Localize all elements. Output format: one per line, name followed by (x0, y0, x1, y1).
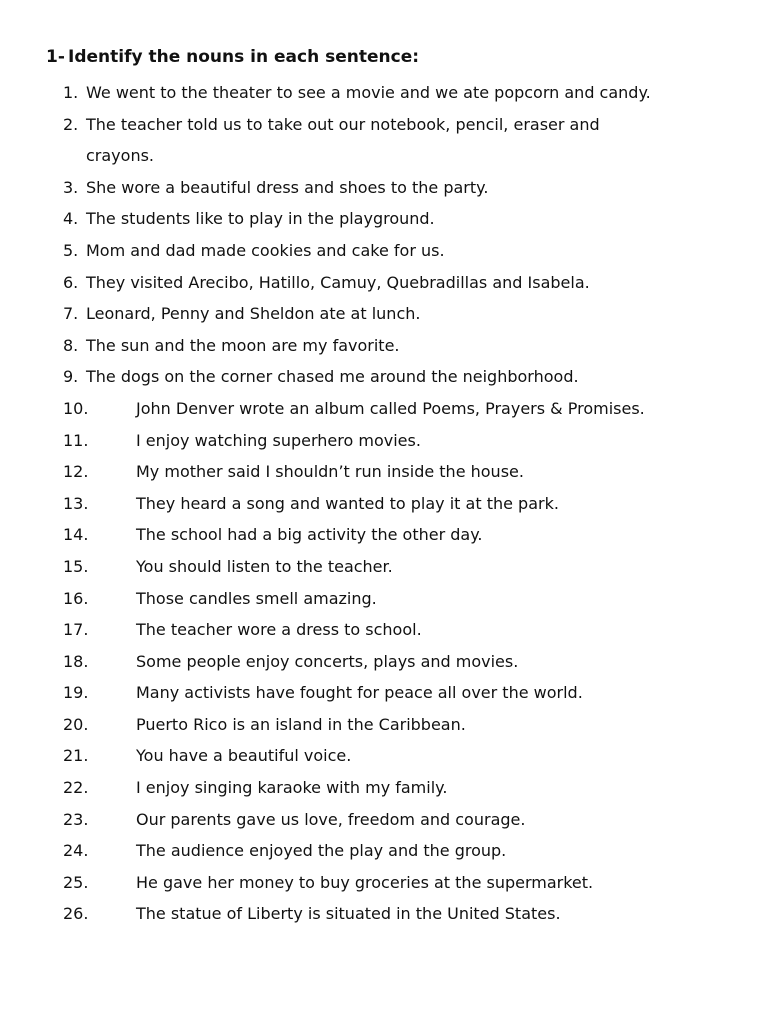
item-sentence: The statue of Liberty is situated in the United States. (136, 904, 561, 924)
list-item (0, 203, 768, 235)
item-sentence: The teacher wore a dress to school. (136, 620, 422, 640)
item-number: 4. (63, 209, 79, 229)
list-item (0, 298, 768, 330)
item-sentence: We went to the theater to see a movie and we ate popcorn and candy. (86, 83, 651, 102)
list-item (0, 425, 768, 457)
item-number: 5. (63, 240, 79, 260)
heading-text: Identify the nouns in each sentence: (68, 47, 420, 67)
item-number: 10. (63, 398, 89, 418)
item-number: 21. (63, 746, 89, 766)
item-number: 8. (63, 335, 79, 355)
item-number: 1. (63, 83, 79, 102)
list-item (0, 456, 768, 488)
item-number: 18. (63, 651, 89, 671)
item-sentence: The dogs on the corner chased me around the neighborhood. (86, 367, 579, 387)
item-number: 7. (63, 304, 79, 324)
list-item (0, 709, 768, 741)
list-item (0, 519, 768, 551)
item-sentence: I enjoy watching superhero movies. (136, 430, 421, 450)
item-number: 16. (63, 588, 89, 608)
list-item (0, 804, 768, 836)
item-sentence-continuation: crayons. (86, 146, 154, 166)
list-item (0, 361, 768, 393)
list-item (0, 867, 768, 899)
list-item (0, 330, 768, 362)
list-item (0, 393, 768, 425)
item-number: 17. (63, 620, 89, 640)
item-sentence: The students like to play in the playground. (86, 209, 435, 229)
item-sentence: They heard a song and wanted to play it at the park. (136, 493, 559, 513)
item-number: 23. (63, 809, 89, 829)
item-number: 13. (63, 493, 89, 513)
item-sentence: Leonard, Penny and Sheldon ate at lunch. (86, 304, 421, 324)
list-item (0, 172, 768, 204)
item-number: 22. (63, 778, 89, 798)
item-number: 19. (63, 683, 89, 703)
item-number: 6. (63, 272, 79, 292)
item-sentence: The audience enjoyed the play and the group. (136, 841, 507, 861)
list-item (0, 488, 768, 520)
item-number: 15. (63, 556, 89, 576)
item-sentence: Some people enjoy concerts, plays and movies. (136, 651, 519, 671)
list-item (0, 614, 768, 646)
item-sentence: She wore a beautiful dress and shoes to the party. (86, 177, 489, 197)
item-number: 11. (63, 430, 89, 450)
item-number: 14. (63, 525, 89, 545)
item-number: 24. (63, 841, 89, 861)
list-item (0, 235, 768, 267)
list-item (0, 583, 768, 615)
item-sentence: The school had a big activity the other day. (136, 525, 483, 545)
list-item (0, 551, 768, 583)
item-number: 3. (63, 177, 79, 197)
list-item (0, 109, 768, 172)
item-sentence: Puerto Rico is an island in the Caribbean. (136, 714, 466, 734)
list-item (0, 772, 768, 804)
item-sentence: Many activists have fought for peace all over the world. (136, 683, 583, 703)
item-sentence: He gave her money to buy groceries at the supermarket. (136, 872, 594, 892)
item-sentence: The sun and the moon are my favorite. (86, 335, 400, 355)
list-item (0, 267, 768, 299)
list-item (0, 740, 768, 772)
item-sentence: I enjoy singing karaoke with my family. (136, 778, 448, 798)
item-sentence: The teacher told us to take out our notebook, pencil, eraser and (86, 114, 600, 134)
item-number: 20. (63, 714, 89, 734)
item-sentence: Our parents gave us love, freedom and courage. (136, 809, 526, 829)
item-sentence: They visited Arecibo, Hatillo, Camuy, Quebradillas and Isabela. (86, 272, 590, 292)
list-item (0, 898, 768, 930)
item-sentence: Mom and dad made cookies and cake for us. (86, 240, 445, 260)
item-number: 9. (63, 367, 79, 387)
heading-number: 1- (46, 47, 65, 67)
item-sentence: You should listen to the teacher. (136, 556, 393, 576)
item-sentence: John Denver wrote an album called Poems, Prayers & Promises. (136, 398, 645, 418)
item-number: 2. (63, 114, 79, 134)
item-number: 26. (63, 904, 89, 924)
item-sentence: Those candles smell amazing. (136, 588, 377, 608)
item-sentence: My mother said I shouldn’t run inside the house. (136, 462, 524, 482)
sentence-list (0, 77, 768, 930)
list-item (0, 77, 768, 109)
list-item (0, 835, 768, 867)
item-number: 25. (63, 872, 89, 892)
item-number: 12. (63, 462, 89, 482)
item-sentence: You have a beautiful voice. (136, 746, 352, 766)
worksheet-heading (46, 46, 419, 68)
list-item (0, 646, 768, 678)
list-item (0, 677, 768, 709)
